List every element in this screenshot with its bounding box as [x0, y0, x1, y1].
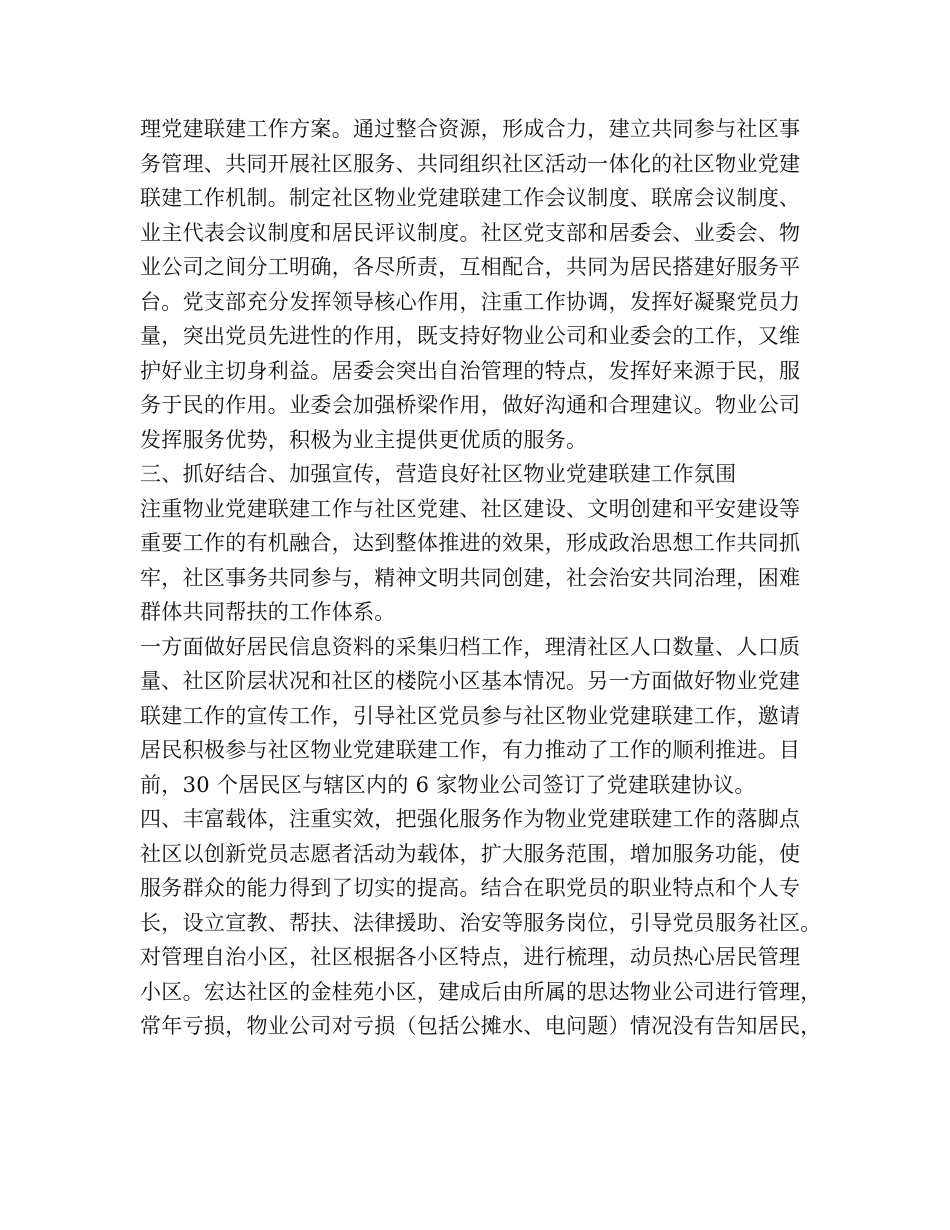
section-heading: 四、丰富载体，注重实效，把强化服务作为物业党建联建工作的落脚点	[140, 807, 801, 831]
text-line: 理党建联建工作方案。通过整合资源，形成合力，建立共同参与社区事	[140, 117, 801, 141]
text-line: 联建工作机制。制定社区物业党建联建工作会议制度、联席会议制度、	[140, 186, 801, 210]
text-line: 护好业主切身利益。居委会突出自治管理的特点，发挥好来源于民，服	[140, 358, 801, 383]
text-line: 量，突出党员先进性的作用，既支持好物业公司和业委会的工作，又维	[140, 324, 801, 348]
text-line: 台。党支部充分发挥领导核心作用，注重工作协调，发挥好凝聚党员力	[140, 289, 801, 314]
text-line: 牢，社区事务共同参与，精神文明共同创建，社会治安共同治理，困难	[140, 565, 801, 590]
text-line: 一方面做好居民信息资料的采集归档工作，理清社区人口数量、人口质	[140, 634, 801, 659]
text-line: 对管理自治小区，社区根据各小区特点，进行梳理，动员热心居民管理	[140, 945, 801, 969]
text-line: 量、社区阶层状况和社区的楼院小区基本情况。另一方面做好物业党建	[140, 669, 801, 693]
text-line: 重要工作的有机融合，达到整体推进的效果，形成政治思想工作共同抓	[140, 531, 801, 555]
text-line: 联建工作的宣传工作，引导社区党员参与社区物业党建联建工作，邀请	[140, 703, 801, 728]
text-line: 常年亏损，物业公司对亏损（包括公摊水、电问题）情况没有告知居民，	[140, 1014, 822, 1038]
text-line: 发挥服务优势，积极为业主提供更优质的服务。	[140, 427, 588, 452]
document-body	[140, 112, 830, 1044]
text-line: 业主代表会议制度和居民评议制度。社区党支部和居委会、业委会、物	[140, 220, 801, 245]
text-line: 小区。宏达社区的金桂苑小区，建成后由所属的思达物业公司进行管理，	[140, 979, 822, 1004]
text-line: 群体共同帮扶的工作体系。	[140, 600, 396, 624]
text-line: 业公司之间分工明确，各尽所责，互相配合，共同为居民搭建好服务平	[140, 255, 801, 279]
section-heading: 三、抓好结合、加强宣传，营造良好社区物业党建联建工作氛围	[140, 462, 737, 486]
text-line: 长，设立宣教、帮扶、法律援助、治安等服务岗位，引导党员服务社区。	[140, 910, 822, 935]
text-line: 服务群众的能力得到了切实的提高。结合在职党员的职业特点和个人专	[140, 876, 801, 900]
text-line: 社区以创新党员志愿者活动为载体，扩大服务范围，增加服务功能，使	[140, 841, 801, 866]
text-line: 务于民的作用。业委会加强桥梁作用，做好沟通和合理建议。物业公司	[140, 393, 801, 417]
text-line: 务管理、共同开展社区服务、共同组织社区活动一体化的社区物业党建	[140, 151, 801, 176]
text-line: 前，30 个居民区与辖区内的 6 家物业公司签订了党建联建协议。	[140, 772, 756, 797]
text-line: 居民积极参与社区物业党建联建工作，有力推动了工作的顺利推进。目	[140, 738, 801, 762]
text-line: 注重物业党建联建工作与社区党建、社区建设、文明创建和平安建设等	[140, 496, 801, 521]
